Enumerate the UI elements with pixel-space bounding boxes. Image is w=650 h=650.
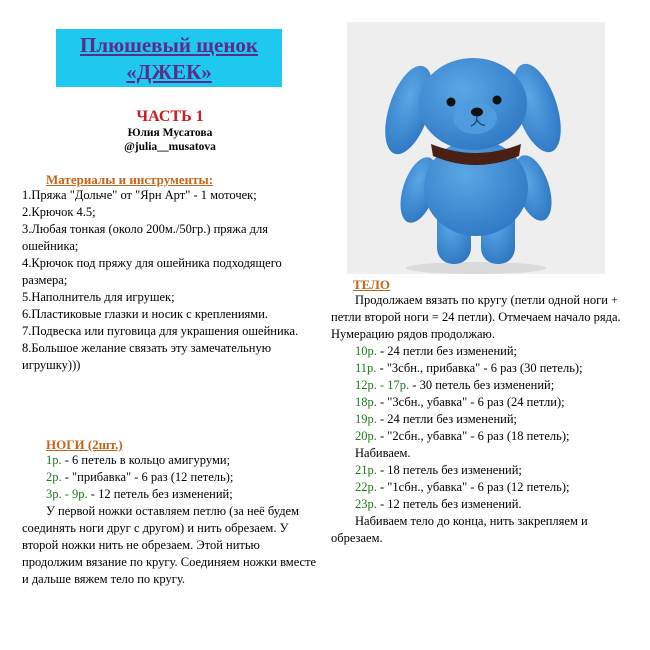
legs-paragraph: У первой ножки оставляем петлю (за неё будем соединять ноги друг с другом) и нить обрезаем. У второй ножки нить не обрезаем. Этой нитью продолжим вязание по кругу. Соединяем ножки вместе и дальше вяжем тело по кругу.: [22, 504, 317, 586]
part-label: ЧАСТЬ 1: [136, 108, 204, 125]
materials-item: 3.Любая тонкая (около 200м./50гр.) пряжа для ошейника;: [22, 222, 268, 253]
row-instruction: [22, 469, 322, 486]
materials-item: 5.Наполнитель для игрушек;: [22, 290, 175, 304]
row-label: 19р.: [355, 412, 377, 426]
row-text: - 12 петель без изменений;: [87, 487, 233, 501]
row-instruction: [331, 411, 631, 428]
row-instruction: [331, 462, 631, 479]
stuffing-note: Набиваем.: [355, 446, 411, 460]
materials-item: 6.Пластиковые глазки и носик с креплениями.: [22, 307, 269, 321]
row-instruction: [331, 479, 631, 496]
row-label: 3р. - 9р.: [46, 487, 88, 501]
materials-item: 4.Крючок под пряжу для ошейника подходящего размера;: [22, 256, 282, 287]
row-text: - "1сбн., убавка" - 6 раз (12 петель);: [376, 480, 570, 494]
row-label: 21р.: [355, 463, 377, 477]
materials-item: 8.Большое желание связать эту замечательную игрушку))): [22, 341, 272, 372]
row-label: 22р.: [355, 480, 377, 494]
author-name: Юлия Мусатова: [127, 127, 213, 139]
row-instruction: [22, 452, 322, 469]
row-text: - 12 петель без изменений.: [376, 497, 522, 511]
toy-photo: [347, 22, 605, 274]
row-text: - "3сбн., прибавка" - 6 раз (30 петель);: [376, 361, 583, 375]
materials-list: [22, 187, 320, 374]
row-text: - 18 петель без изменений;: [376, 463, 522, 477]
row-text: - "2сбн., убавка" - 6 раз (18 петель);: [376, 429, 570, 443]
row-instruction: [22, 486, 322, 503]
title-line-2: «ДЖЕК»: [126, 60, 212, 84]
row-label: 10р.: [355, 344, 377, 358]
row-label: 18р.: [355, 395, 377, 409]
legs-heading: НОГИ (2шт.): [46, 437, 123, 452]
row-label: 11р.: [355, 361, 377, 375]
row-label: 23р.: [355, 497, 377, 511]
row-instruction: [331, 394, 631, 411]
row-instruction: [331, 428, 631, 445]
row-text: - 30 петель без изменений;: [409, 378, 555, 392]
legs-instructions: [22, 452, 322, 588]
title-line-1: Плюшевый щенок: [79, 33, 259, 57]
body-outro: Набиваем тело до конца, нить закрепляем и обрезаем.: [331, 514, 588, 545]
body-intro: Продолжаем вязать по кругу (петли одной ноги + петли второй ноги = 24 петли). Отмечаем начало ряда. Нумерацию рядов продолжаю.: [331, 293, 621, 341]
row-text: - 6 петель в кольцо амигуруми;: [61, 453, 231, 467]
materials-item: 1.Пряжа "Дольче" от "Ярн Арт" - 1 моточек;: [22, 188, 257, 202]
row-instruction: [331, 496, 631, 513]
body-instructions: [331, 292, 631, 547]
body-heading: ТЕЛО: [353, 277, 390, 292]
materials-item: 2.Крючок 4.5;: [22, 205, 96, 219]
row-text: - "3сбн., убавка" - 6 раз (24 петли);: [376, 395, 565, 409]
materials-item: 7.Подвеска или пуговица для украшения ошейника.: [22, 324, 299, 338]
row-text: - "прибавка" - 6 раз (12 петель);: [61, 470, 234, 484]
row-label: 12р. - 17р.: [355, 378, 410, 392]
row-label: 1р.: [46, 453, 62, 467]
row-instruction: [331, 360, 631, 377]
row-instruction: [331, 343, 631, 360]
row-label: 2р.: [46, 470, 62, 484]
row-label: 20р.: [355, 429, 377, 443]
row-instruction: [331, 377, 631, 394]
row-text: - 24 петли без изменений;: [376, 344, 517, 358]
blue-puppy-toy-icon: [347, 22, 605, 274]
author-handle: @julia__musatova: [124, 141, 216, 153]
materials-heading: Материалы и инструменты:: [46, 172, 214, 187]
row-text: - 24 петли без изменений;: [376, 412, 517, 426]
title-banner: [56, 29, 282, 87]
